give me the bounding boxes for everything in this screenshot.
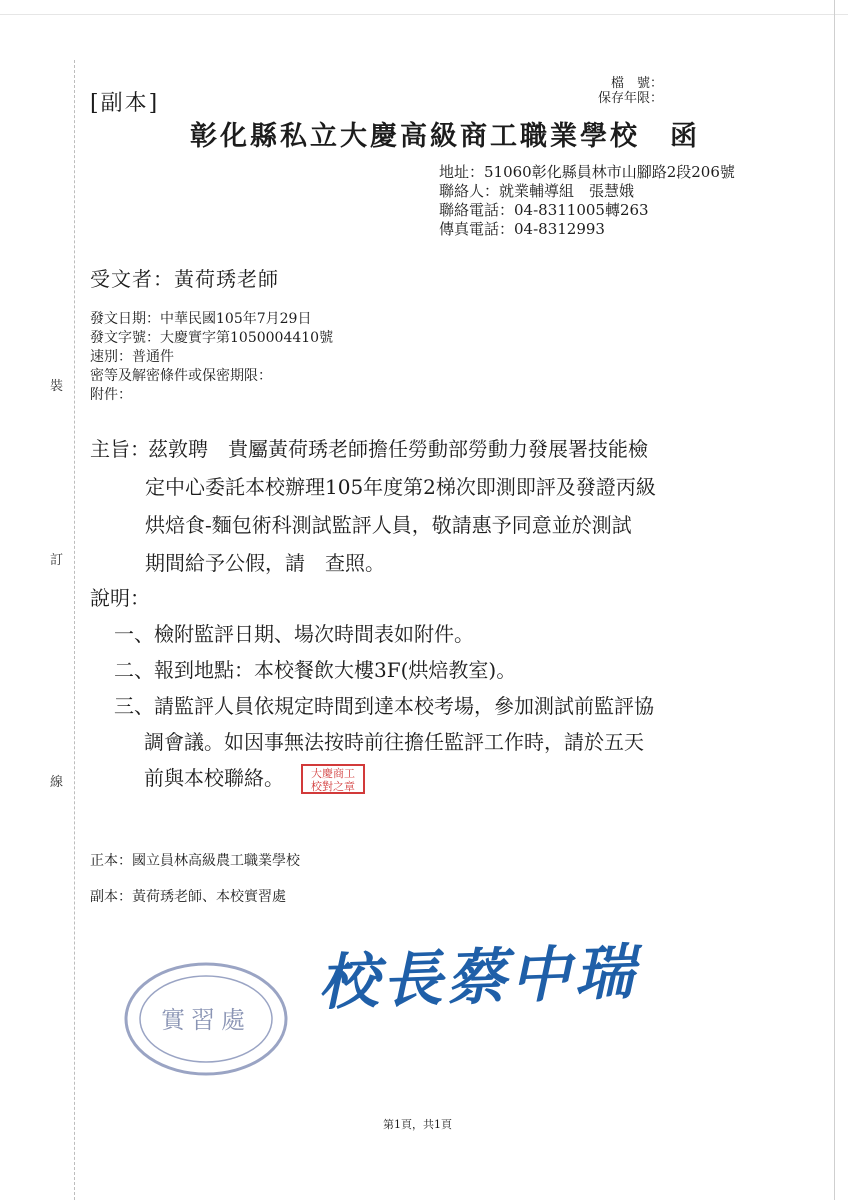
file-no-label: 檔 號： <box>611 76 664 91</box>
contact-phone: 聯絡電話：04-8311005轉263 <box>439 201 649 219</box>
document-title: 彰化縣私立大慶高級商工職業學校 函 <box>190 121 700 152</box>
issue-date: 發文日期：中華民國105年7月29日 <box>90 311 312 327</box>
office-seal <box>122 960 290 1078</box>
binding-line <box>74 60 75 1200</box>
note-item-continued: 調會議。如因事無法按時前往擔任監評工作時，請於五天 <box>144 730 644 754</box>
binding-mark-bottom: 線 <box>50 775 64 790</box>
binding-mark-top: 裝 <box>50 379 64 394</box>
attachment: 附件： <box>90 387 132 403</box>
delivery-speed: 速別：普通件 <box>90 349 174 365</box>
note-item-continued: 前與本校聯絡。 <box>144 766 284 790</box>
note-item: 一、檢附監評日期、場次時間表如附件。 <box>114 622 474 646</box>
subject-label: 主旨： <box>90 437 150 461</box>
page-right-edge <box>834 0 835 1200</box>
subject-line: 烘焙食-麵包術科測試監評人員，敬請惠予同意並於測試 <box>145 513 632 537</box>
secrecy-level: 密等及解密條件或保密期限： <box>90 368 272 384</box>
proofreading-stamp <box>301 764 365 794</box>
original-recipient: 正本：國立員林高級農工職業學校 <box>90 853 300 869</box>
copy-recipients: 副本：黃荷琇老師、本校實習處 <box>90 889 286 905</box>
file-meta <box>598 76 663 106</box>
page-footer: 第1頁，共1頁 <box>383 1118 452 1131</box>
notes-list <box>114 616 654 796</box>
contact-block <box>439 163 735 239</box>
stamp-line: 校對之章 <box>311 780 355 793</box>
document-number: 發文字號：大慶實字第1050004410號 <box>90 330 334 346</box>
recipient: 受文者：黃荷琇老師 <box>90 267 279 291</box>
contact-fax: 傳真電話：04-8312993 <box>439 220 605 238</box>
subject-line: 期間給予公假，請 查照。 <box>145 551 385 575</box>
note-item: 二、報到地點：本校餐飲大樓3F(烘焙教室)。 <box>114 658 517 682</box>
stamp-line: 大慶商工 <box>311 767 355 780</box>
subject-block <box>90 430 656 582</box>
copy-tag: [副本] <box>90 91 160 116</box>
contact-person: 聯絡人：就業輔導組 張慧娥 <box>439 182 635 200</box>
subject-line: 定中心委託本校辦理105年度第2梯次即測即評及發證丙級 <box>145 475 656 499</box>
page-top-edge <box>0 14 848 15</box>
binding-mark-middle: 訂 <box>50 553 64 568</box>
meta-block <box>90 310 333 405</box>
seal-text: 實習處 <box>161 1006 251 1034</box>
notes-label: 說明： <box>90 586 150 610</box>
contact-address: 地址：51060彰化縣員林市山腳路2段206號 <box>439 163 735 181</box>
note-item: 三、請監評人員依規定時間到達本校考場，參加測試前監評協 <box>114 694 654 718</box>
principal-signature: 校長蔡中瑞 <box>317 937 640 1019</box>
subject-line: 茲敦聘 貴屬黃荷琇老師擔任勞動部勞動力發展署技能檢 <box>148 437 648 461</box>
retention-label: 保存年限： <box>598 91 664 106</box>
